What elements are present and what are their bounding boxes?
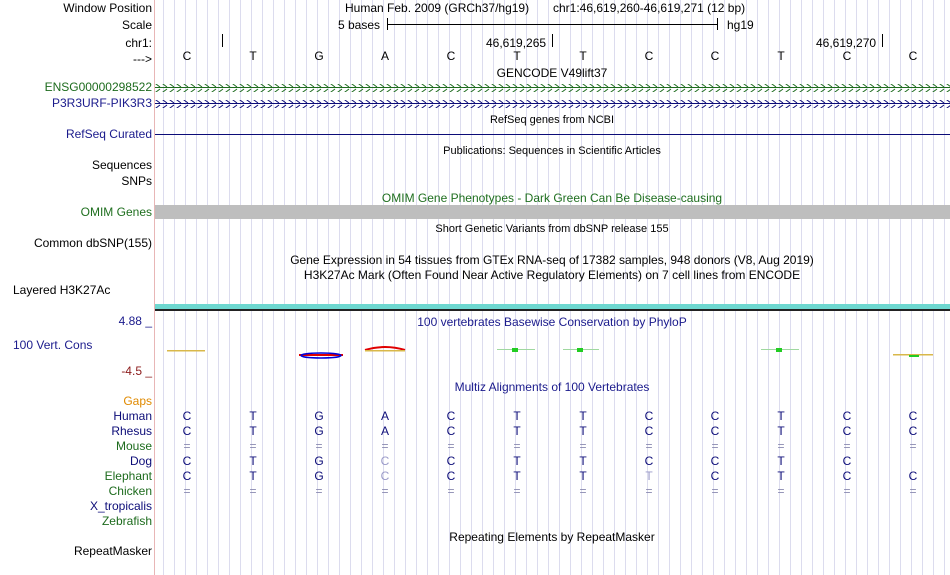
ruler-coord-2: 46,619,270 (816, 36, 877, 50)
alignment-base-chicken: = (711, 484, 719, 498)
alignment-base-elephant: G (314, 469, 324, 483)
alignment-base-mouse: = (909, 439, 917, 453)
label-layered-h3k27ac[interactable]: Layered H3K27Ac (13, 283, 111, 297)
label-species-chicken[interactable]: Chicken (108, 484, 152, 498)
alignment-base-mouse: = (579, 439, 587, 453)
label-omim-genes[interactable]: OMIM Genes (80, 205, 152, 219)
label-strand-arrow: ---> (133, 52, 152, 66)
label-species-rhesus[interactable]: Rhesus (111, 424, 152, 438)
scale-text: 5 bases (338, 18, 381, 32)
reference-base: T (249, 49, 257, 63)
alignment-base-rhesus: T (249, 424, 257, 438)
alignment-base-chicken: = (249, 484, 257, 498)
alignment-base-human: C (908, 409, 918, 423)
position-readout: chr1:46,619,260-46,619,271 (12 bp) (553, 1, 746, 15)
label-p3r3urf-gene[interactable]: P3R3URF-PIK3R3 (51, 96, 152, 110)
alignment-base-mouse: = (315, 439, 323, 453)
alignment-base-human: G (314, 409, 324, 423)
alignment-base-rhesus: C (182, 424, 192, 438)
alignment-base-dog: C (182, 454, 192, 468)
label-cons-max: 4.88 _ (118, 314, 152, 328)
refseq-track-title: RefSeq genes from NCBI (489, 114, 615, 126)
label-species-human[interactable]: Human (113, 409, 152, 423)
cons-mark (909, 355, 919, 357)
label-chr: chr1: (125, 36, 152, 50)
alignment-base-dog: T (249, 454, 257, 468)
alignment-base-elephant: T (579, 469, 587, 483)
alignment-base-elephant: T (777, 469, 785, 483)
label-repeatmasker[interactable]: RepeatMasker (73, 544, 152, 558)
alignment-base-human: T (777, 409, 785, 423)
cons-mark (512, 348, 518, 352)
label-gaps[interactable]: Gaps (123, 394, 152, 408)
reference-base: T (513, 49, 521, 63)
alignment-base-human: C (446, 409, 456, 423)
h3k27ac-track-title: H3K27Ac Mark (Often Found Near Active Regulatory Elements) on 7 cell lines from ENCODE (303, 268, 801, 282)
publications-track-title: Publications: Sequences in Scientific Articles (443, 145, 661, 157)
h3k27ac-baseline (155, 309, 950, 311)
label-snps[interactable]: SNPs (121, 174, 152, 188)
repeatmasker-track-title: Repeating Elements by RepeatMasker (449, 530, 655, 544)
cons-mark (167, 350, 205, 352)
alignment-base-elephant: T (645, 469, 653, 483)
assembly-title: Human Feb. 2009 (GRCh37/hg19) (345, 1, 530, 15)
gtex-track-title: Gene Expression in 54 tissues from GTEx RNA-seq of 17382 samples, 948 donors (V8, Aug 2019) (290, 253, 814, 267)
reference-base: C (710, 49, 720, 63)
dbsnp-track-title: Short Genetic Variants from dbSNP release 155 (435, 223, 669, 235)
alignment-base-mouse: = (645, 439, 653, 453)
label-species-dog[interactable]: Dog (129, 454, 152, 468)
reference-base: T (777, 49, 785, 63)
alignment-base-mouse: = (513, 439, 521, 453)
phylop-track-title: 100 vertebrates Basewise Conservation by PhyloP (417, 315, 687, 329)
alignment-base-dog: T (513, 454, 521, 468)
alignment-base-dog: C (842, 454, 852, 468)
alignment-base-chicken: = (315, 484, 323, 498)
alignment-base-rhesus: T (513, 424, 521, 438)
cons-mark (577, 348, 583, 352)
reference-base: C (182, 49, 192, 63)
phylop-conservation-plot[interactable] (155, 340, 950, 370)
alignment-base-mouse: = (381, 439, 389, 453)
alignment-base-rhesus: C (644, 424, 654, 438)
label-species-zebrafish[interactable]: Zebrafish (101, 514, 152, 528)
alignment-base-dog: G (314, 454, 324, 468)
alignment-base-rhesus: T (579, 424, 587, 438)
alignment-base-human: C (644, 409, 654, 423)
reference-base: A (380, 49, 389, 63)
alignment-base-rhesus: C (710, 424, 720, 438)
track-labels-column (0, 0, 154, 575)
label-refseq-curated[interactable]: RefSeq Curated (65, 127, 152, 141)
label-100-vert-cons[interactable]: 100 Vert. Cons (13, 338, 93, 352)
label-common-dbsnp[interactable]: Common dbSNP(155) (33, 236, 152, 250)
alignment-base-chicken: = (645, 484, 653, 498)
alignment-base-rhesus: T (777, 424, 785, 438)
alignment-base-human: C (842, 409, 852, 423)
alignment-base-dog: T (579, 454, 587, 468)
gene-strand-lines[interactable] (155, 80, 950, 110)
alignment-base-chicken: = (579, 484, 587, 498)
p3r3urf-strand-arrows (155, 100, 950, 108)
alignment-base-dog: C (380, 454, 390, 468)
alignment-base-mouse: = (249, 439, 257, 453)
refseq-gene-line[interactable] (155, 134, 950, 135)
reference-base: T (579, 49, 587, 63)
alignment-base-mouse: = (183, 439, 191, 453)
reference-base: C (842, 49, 852, 63)
alignment-base-chicken: = (843, 484, 851, 498)
gencode-track-title: GENCODE V49lift37 (496, 66, 608, 80)
browser-track-area[interactable] (155, 0, 950, 575)
scale-bar-right-tick (717, 18, 718, 30)
reference-base: G (314, 49, 324, 63)
alignment-base-elephant: C (446, 469, 456, 483)
alignment-base-elephant: C (710, 469, 720, 483)
alignment-base-rhesus: C (908, 424, 918, 438)
alignment-base-chicken: = (513, 484, 521, 498)
label-cons-min: -4.5 _ (121, 364, 152, 378)
alignment-base-elephant: C (380, 469, 390, 483)
alignment-base-chicken: = (777, 484, 785, 498)
label-species-x-tropicalis[interactable]: X_tropicalis (89, 499, 152, 513)
alignment-base-elephant: C (908, 469, 918, 483)
alignment-base-human: A (380, 409, 389, 423)
alignment-base-chicken: = (183, 484, 191, 498)
ruler-tick (222, 34, 223, 47)
label-scale: Scale (121, 18, 152, 32)
alignment-base-chicken: = (447, 484, 455, 498)
alignment-base-elephant: T (249, 469, 257, 483)
alignment-base-rhesus: G (314, 424, 324, 438)
alignment-base-elephant: C (842, 469, 852, 483)
reference-base: C (446, 49, 456, 63)
cons-mark (365, 350, 405, 352)
ensg-strand-arrows (155, 84, 950, 92)
cons-mark (776, 348, 782, 352)
alignment-base-dog: C (710, 454, 720, 468)
alignment-base-rhesus: C (842, 424, 852, 438)
multiz-track-title: Multiz Alignments of 100 Vertebrates (454, 380, 650, 394)
alignment-base-mouse: = (447, 439, 455, 453)
label-window-position: Window Position (63, 1, 152, 15)
cons-mark (365, 347, 405, 350)
alignment-base-rhesus: A (380, 424, 389, 438)
alignment-base-chicken: = (909, 484, 917, 498)
reference-base: C (908, 49, 918, 63)
alignment-base-human: T (579, 409, 587, 423)
alignment-base-elephant: T (513, 469, 521, 483)
alignment-base-dog: C (644, 454, 654, 468)
label-species-elephant[interactable]: Elephant (104, 469, 152, 483)
alignment-base-mouse: = (711, 439, 719, 453)
scale-db: hg19 (727, 18, 754, 32)
label-ensg-gene[interactable]: ENSG00000298522 (44, 80, 152, 94)
ruler-tick (552, 34, 553, 47)
alignment-base-dog: C (446, 454, 456, 468)
label-sequences[interactable]: Sequences (91, 158, 152, 172)
scale-bar (387, 24, 717, 25)
alignment-base-elephant: C (182, 469, 192, 483)
alignment-base-human: T (513, 409, 521, 423)
alignment-base-dog: T (777, 454, 785, 468)
ruler-coord-1: 46,619,265 (486, 36, 547, 50)
alignment-base-chicken: = (381, 484, 389, 498)
alignment-base-mouse: = (777, 439, 785, 453)
alignment-base-human: C (710, 409, 720, 423)
ruler-tick (882, 34, 883, 47)
alignment-base-human: T (249, 409, 257, 423)
alignment-base-human: C (182, 409, 192, 423)
alignment-base-rhesus: C (446, 424, 456, 438)
label-species-mouse[interactable]: Mouse (115, 439, 152, 453)
reference-base: C (644, 49, 654, 63)
omim-track-title: OMIM Gene Phenotypes - Dark Green Can Be Disease-causing (381, 191, 723, 205)
omim-gene-bar[interactable] (155, 205, 950, 219)
alignment-base-mouse: = (843, 439, 851, 453)
